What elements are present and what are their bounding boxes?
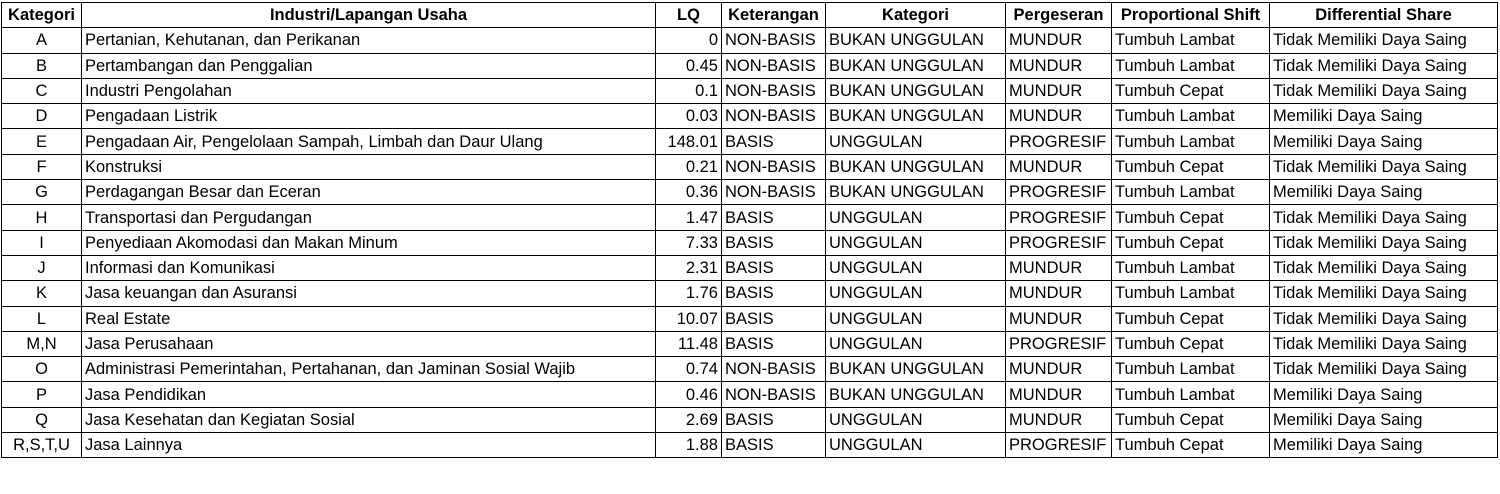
cell-pergeseran: MUNDUR [1006, 281, 1112, 306]
cell-differential-share: Memiliki Daya Saing [1270, 129, 1498, 154]
cell-pergeseran: PROGRESIF [1006, 230, 1112, 255]
cell-kategori-code: M,N [2, 331, 82, 356]
cell-proportional-shift: Tumbuh Cepat [1112, 230, 1270, 255]
header-keterangan: Keterangan [722, 3, 826, 28]
table-row [2, 230, 1498, 255]
cell-keterangan: BASIS [722, 129, 826, 154]
cell-proportional-shift: Tumbuh Cepat [1112, 78, 1270, 103]
cell-pergeseran: PROGRESIF [1006, 331, 1112, 356]
cell-pergeseran: MUNDUR [1006, 357, 1112, 382]
cell-proportional-shift: Tumbuh Cepat [1112, 306, 1270, 331]
cell-proportional-shift: Tumbuh Lambat [1112, 180, 1270, 205]
cell-kategori-class: UNGGULAN [826, 331, 1006, 356]
cell-industry: Administrasi Pemerintahan, Pertahanan, dan Jaminan Sosial Wajib [82, 357, 656, 382]
cell-industry: Jasa Pendidikan [82, 382, 656, 407]
cell-differential-share: Tidak Memiliki Daya Saing [1270, 53, 1498, 78]
cell-pergeseran: PROGRESIF [1006, 433, 1112, 458]
cell-kategori-class: UNGGULAN [826, 230, 1006, 255]
cell-keterangan: BASIS [722, 306, 826, 331]
cell-keterangan: NON-BASIS [722, 28, 826, 53]
cell-kategori-class: UNGGULAN [826, 281, 1006, 306]
cell-kategori-code: P [2, 382, 82, 407]
cell-industry: Pertambangan dan Penggalian [82, 53, 656, 78]
table-row [2, 357, 1498, 382]
cell-industry: Real Estate [82, 306, 656, 331]
cell-proportional-shift: Tumbuh Cepat [1112, 407, 1270, 432]
table-row [2, 205, 1498, 230]
cell-differential-share: Tidak Memiliki Daya Saing [1270, 78, 1498, 103]
cell-kategori-code: J [2, 255, 82, 280]
cell-industry: Konstruksi [82, 154, 656, 179]
cell-industry: Jasa Lainnya [82, 433, 656, 458]
cell-lq: 0.03 [656, 104, 722, 129]
cell-pergeseran: MUNDUR [1006, 78, 1112, 103]
cell-differential-share: Tidak Memiliki Daya Saing [1270, 306, 1498, 331]
cell-kategori-class: BUKAN UNGGULAN [826, 78, 1006, 103]
cell-kategori-code: A [2, 28, 82, 53]
cell-pergeseran: MUNDUR [1006, 53, 1112, 78]
cell-kategori-class: BUKAN UNGGULAN [826, 104, 1006, 129]
cell-proportional-shift: Tumbuh Lambat [1112, 357, 1270, 382]
cell-kategori-code: F [2, 154, 82, 179]
cell-kategori-class: BUKAN UNGGULAN [826, 382, 1006, 407]
cell-proportional-shift: Tumbuh Cepat [1112, 205, 1270, 230]
table-row [2, 53, 1498, 78]
table-row [2, 78, 1498, 103]
cell-differential-share: Tidak Memiliki Daya Saing [1270, 154, 1498, 179]
cell-kategori-code: C [2, 78, 82, 103]
cell-keterangan: NON-BASIS [722, 78, 826, 103]
cell-industry: Pengadaan Listrik [82, 104, 656, 129]
table-row [2, 180, 1498, 205]
cell-industry: Jasa keuangan dan Asuransi [82, 281, 656, 306]
cell-industry: Industri Pengolahan [82, 78, 656, 103]
cell-keterangan: BASIS [722, 255, 826, 280]
cell-lq: 0.36 [656, 180, 722, 205]
cell-kategori-code: E [2, 129, 82, 154]
cell-kategori-class: BUKAN UNGGULAN [826, 180, 1006, 205]
header-pergeseran: Pergeseran [1006, 3, 1112, 28]
header-differential-share: Differential Share [1270, 3, 1498, 28]
table-row [2, 407, 1498, 432]
cell-differential-share: Tidak Memiliki Daya Saing [1270, 230, 1498, 255]
cell-industry: Penyediaan Akomodasi dan Makan Minum [82, 230, 656, 255]
cell-differential-share: Tidak Memiliki Daya Saing [1270, 357, 1498, 382]
cell-pergeseran: MUNDUR [1006, 28, 1112, 53]
cell-lq: 11.48 [656, 331, 722, 356]
table-row [2, 331, 1498, 356]
cell-keterangan: NON-BASIS [722, 154, 826, 179]
cell-keterangan: NON-BASIS [722, 180, 826, 205]
cell-kategori-class: BUKAN UNGGULAN [826, 357, 1006, 382]
cell-differential-share: Tidak Memiliki Daya Saing [1270, 205, 1498, 230]
cell-lq: 10.07 [656, 306, 722, 331]
cell-differential-share: Memiliki Daya Saing [1270, 407, 1498, 432]
cell-proportional-shift: Tumbuh Cepat [1112, 433, 1270, 458]
cell-differential-share: Memiliki Daya Saing [1270, 433, 1498, 458]
cell-industry: Perdagangan Besar dan Eceran [82, 180, 656, 205]
cell-kategori-class: BUKAN UNGGULAN [826, 53, 1006, 78]
cell-lq: 1.88 [656, 433, 722, 458]
cell-kategori-code: H [2, 205, 82, 230]
cell-kategori-code: G [2, 180, 82, 205]
cell-kategori-code: L [2, 306, 82, 331]
cell-proportional-shift: Tumbuh Lambat [1112, 28, 1270, 53]
cell-industry: Pengadaan Air, Pengelolaan Sampah, Limbah dan Daur Ulang [82, 129, 656, 154]
cell-proportional-shift: Tumbuh Cepat [1112, 331, 1270, 356]
cell-differential-share: Tidak Memiliki Daya Saing [1270, 331, 1498, 356]
cell-proportional-shift: Tumbuh Lambat [1112, 382, 1270, 407]
header-lq: LQ [656, 3, 722, 28]
cell-keterangan: BASIS [722, 331, 826, 356]
cell-kategori-class: BUKAN UNGGULAN [826, 154, 1006, 179]
cell-lq: 0 [656, 28, 722, 53]
cell-industry: Transportasi dan Pergudangan [82, 205, 656, 230]
cell-lq: 1.47 [656, 205, 722, 230]
cell-kategori-code: O [2, 357, 82, 382]
cell-lq: 0.1 [656, 78, 722, 103]
cell-kategori-class: UNGGULAN [826, 129, 1006, 154]
cell-differential-share: Tidak Memiliki Daya Saing [1270, 255, 1498, 280]
table-row [2, 281, 1498, 306]
header-industry: Industri/Lapangan Usaha [82, 3, 656, 28]
cell-keterangan: NON-BASIS [722, 104, 826, 129]
cell-differential-share: Memiliki Daya Saing [1270, 382, 1498, 407]
cell-pergeseran: MUNDUR [1006, 382, 1112, 407]
cell-kategori-code: K [2, 281, 82, 306]
header-kategori-class: Kategori [826, 3, 1006, 28]
cell-pergeseran: MUNDUR [1006, 104, 1112, 129]
table-row [2, 306, 1498, 331]
cell-kategori-class: UNGGULAN [826, 255, 1006, 280]
cell-pergeseran: PROGRESIF [1006, 205, 1112, 230]
cell-industry: Jasa Kesehatan dan Kegiatan Sosial [82, 407, 656, 432]
cell-kategori-code: Q [2, 407, 82, 432]
cell-differential-share: Tidak Memiliki Daya Saing [1270, 28, 1498, 53]
cell-industry: Informasi dan Komunikasi [82, 255, 656, 280]
cell-kategori-class: UNGGULAN [826, 306, 1006, 331]
table-row [2, 104, 1498, 129]
cell-lq: 0.21 [656, 154, 722, 179]
cell-proportional-shift: Tumbuh Cepat [1112, 154, 1270, 179]
cell-proportional-shift: Tumbuh Lambat [1112, 281, 1270, 306]
cell-kategori-class: BUKAN UNGGULAN [826, 28, 1006, 53]
cell-kategori-code: B [2, 53, 82, 78]
cell-lq: 7.33 [656, 230, 722, 255]
header-kategori-code: Kategori [2, 3, 82, 28]
table-row [2, 129, 1498, 154]
cell-lq: 148.01 [656, 129, 722, 154]
cell-differential-share: Tidak Memiliki Daya Saing [1270, 281, 1498, 306]
table-row [2, 154, 1498, 179]
cell-lq: 0.46 [656, 382, 722, 407]
cell-pergeseran: MUNDUR [1006, 255, 1112, 280]
table-row [2, 255, 1498, 280]
cell-kategori-code: I [2, 230, 82, 255]
cell-pergeseran: MUNDUR [1006, 407, 1112, 432]
cell-proportional-shift: Tumbuh Lambat [1112, 255, 1270, 280]
cell-keterangan: BASIS [722, 281, 826, 306]
cell-lq: 0.45 [656, 53, 722, 78]
cell-industry: Jasa Perusahaan [82, 331, 656, 356]
table-row [2, 28, 1498, 53]
cell-differential-share: Memiliki Daya Saing [1270, 104, 1498, 129]
cell-keterangan: BASIS [722, 407, 826, 432]
table-row [2, 433, 1498, 458]
table-body [2, 28, 1498, 458]
header-proportional-shift: Proportional Shift [1112, 3, 1270, 28]
cell-lq: 2.31 [656, 255, 722, 280]
cell-pergeseran: MUNDUR [1006, 306, 1112, 331]
cell-lq: 1.76 [656, 281, 722, 306]
cell-proportional-shift: Tumbuh Lambat [1112, 53, 1270, 78]
cell-kategori-class: UNGGULAN [826, 433, 1006, 458]
cell-proportional-shift: Tumbuh Lambat [1112, 129, 1270, 154]
cell-pergeseran: PROGRESIF [1006, 180, 1112, 205]
cell-kategori-code: D [2, 104, 82, 129]
cell-kategori-class: UNGGULAN [826, 205, 1006, 230]
cell-kategori-class: UNGGULAN [826, 407, 1006, 432]
cell-keterangan: NON-BASIS [722, 53, 826, 78]
cell-proportional-shift: Tumbuh Lambat [1112, 104, 1270, 129]
cell-kategori-code: R,S,T,U [2, 433, 82, 458]
cell-pergeseran: PROGRESIF [1006, 129, 1112, 154]
cell-keterangan: BASIS [722, 230, 826, 255]
table-row [2, 382, 1498, 407]
cell-industry: Pertanian, Kehutanan, dan Perikanan [82, 28, 656, 53]
cell-lq: 0.74 [656, 357, 722, 382]
cell-pergeseran: MUNDUR [1006, 154, 1112, 179]
cell-differential-share: Memiliki Daya Saing [1270, 180, 1498, 205]
header-row [2, 3, 1498, 28]
cell-keterangan: BASIS [722, 433, 826, 458]
cell-lq: 2.69 [656, 407, 722, 432]
cell-keterangan: NON-BASIS [722, 382, 826, 407]
sector-analysis-table [1, 2, 1498, 458]
cell-keterangan: BASIS [722, 205, 826, 230]
cell-keterangan: NON-BASIS [722, 357, 826, 382]
